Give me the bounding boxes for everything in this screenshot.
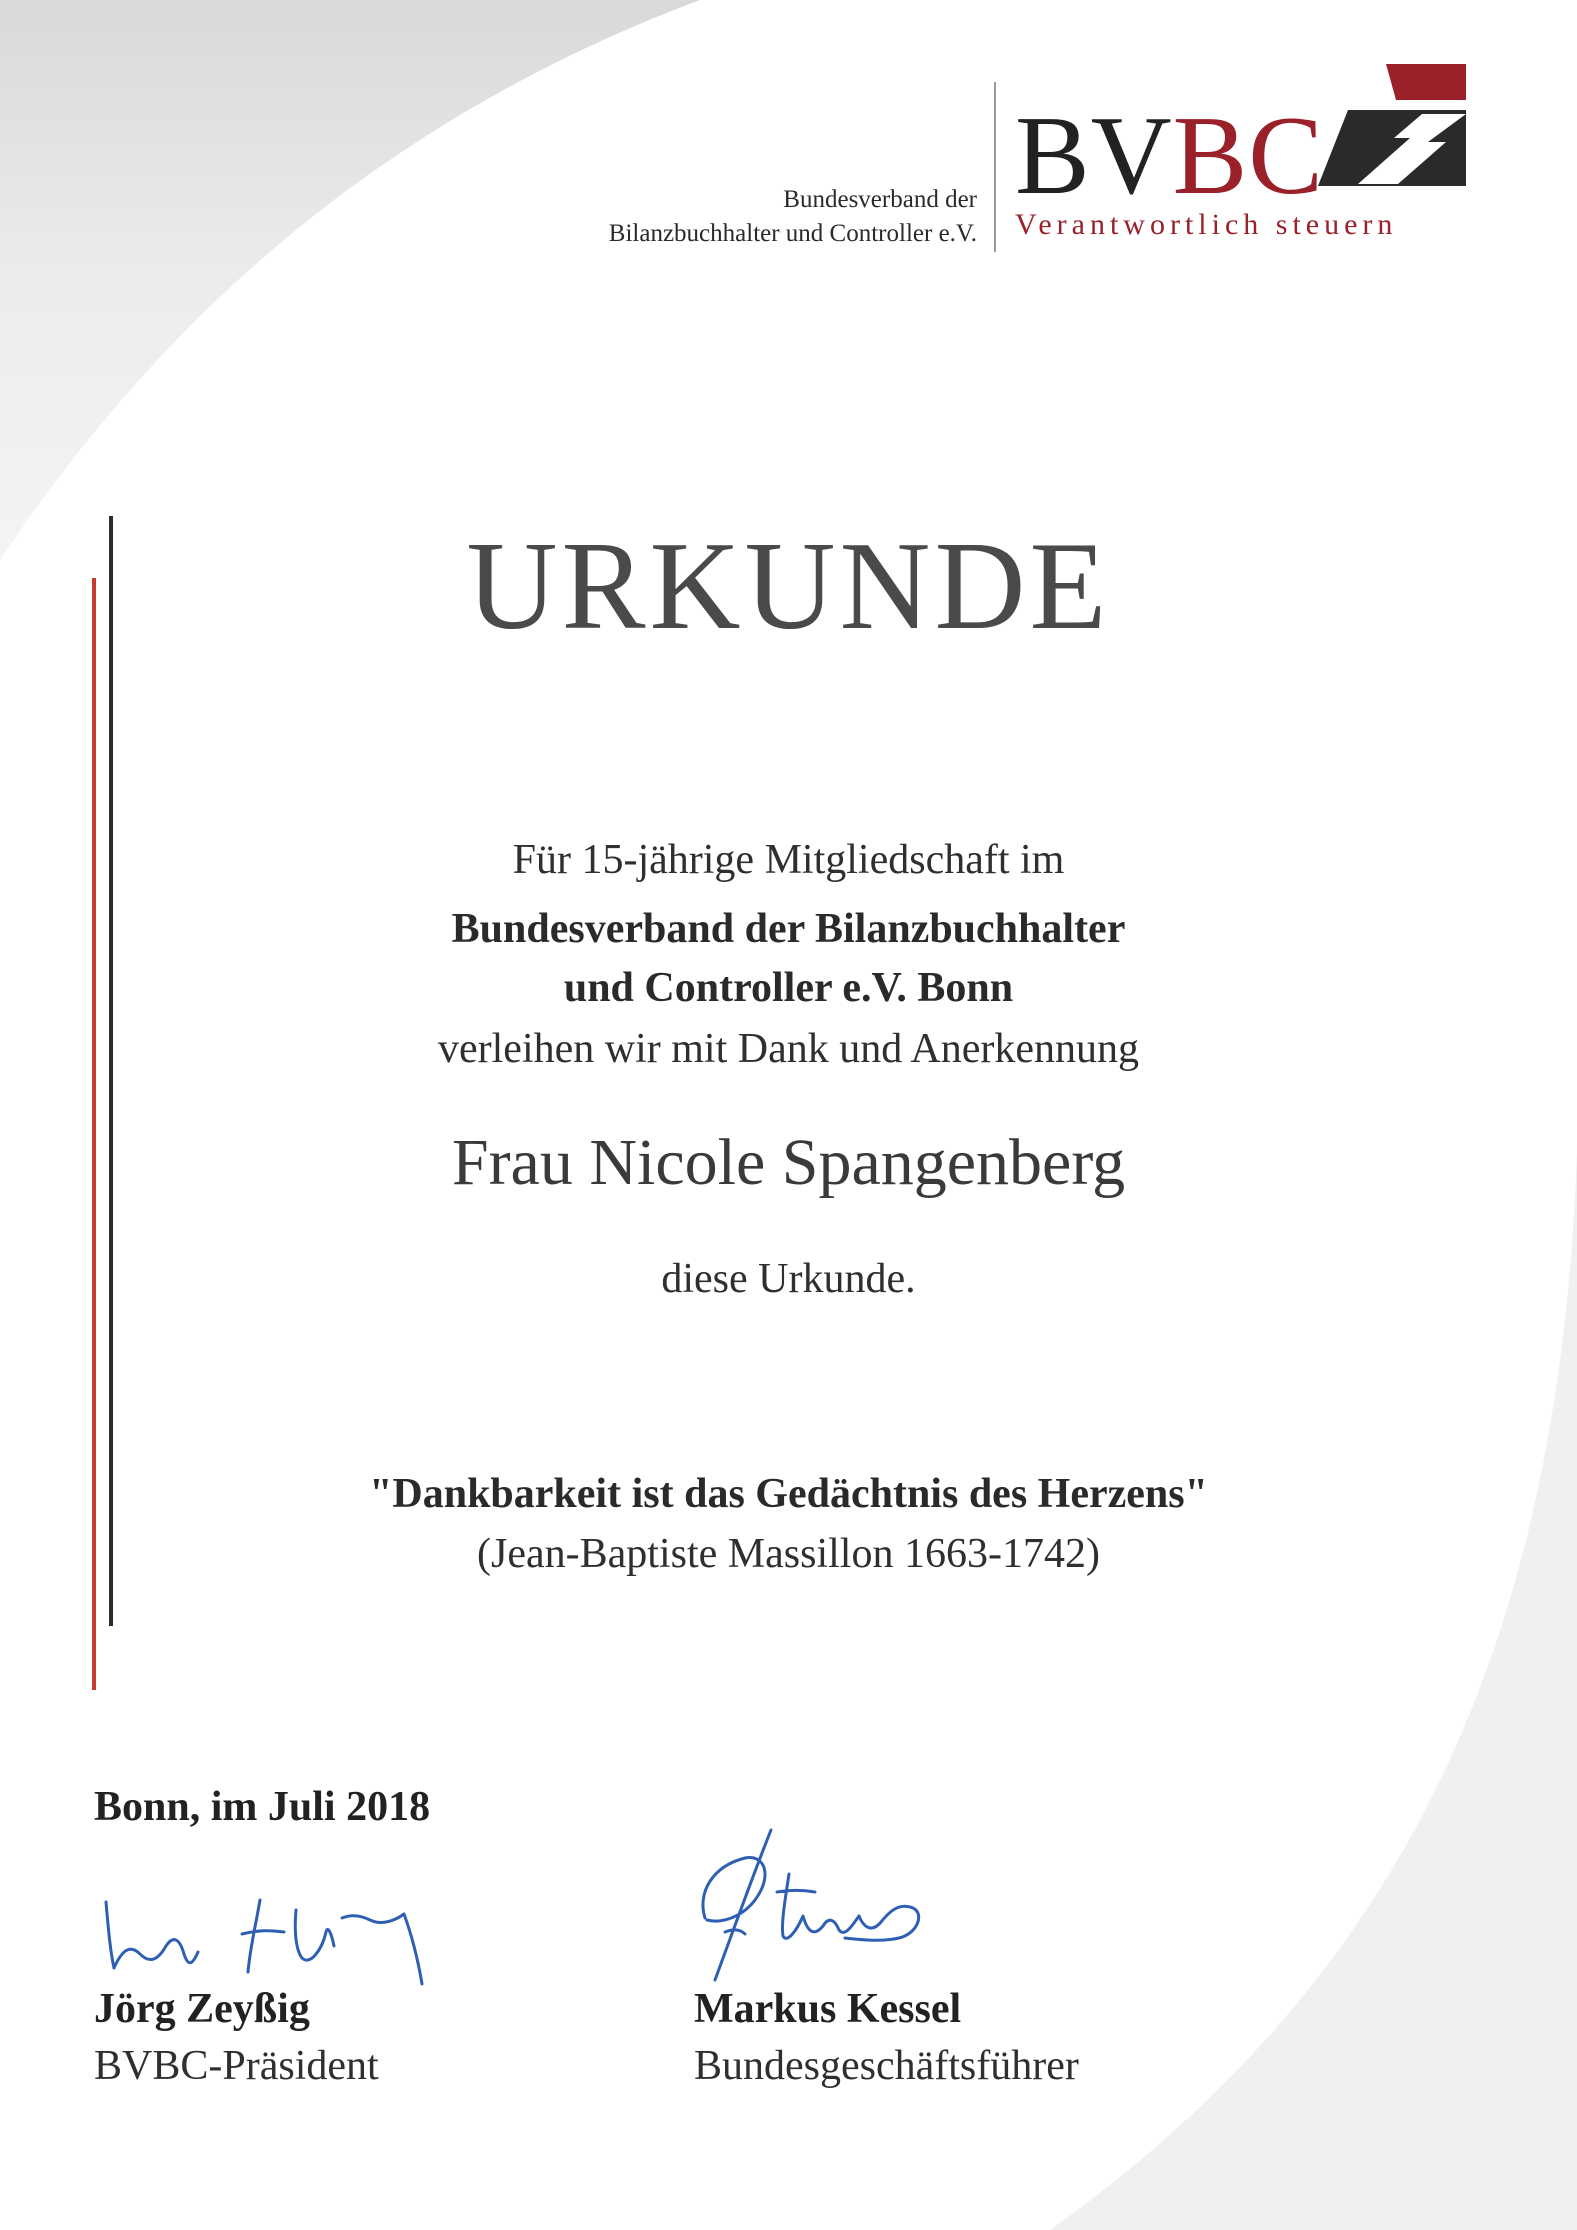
signature-kessel — [685, 1820, 945, 1990]
org-name-line2: Bilanzbuchhalter und Controller e.V. — [608, 220, 977, 247]
body-line-1: Für 15-jährige Mitgliedschaft im — [512, 837, 1065, 883]
body-line-4: verleihen wir mit Dank und Anerkennung — [438, 1026, 1139, 1072]
bvbc-flag-logo-icon — [1318, 62, 1468, 190]
header-divider — [994, 82, 996, 252]
recipient-name: Frau Nicole Spangenberg — [451, 1126, 1126, 1199]
org-name-line1: Bundesverband der — [783, 186, 977, 213]
body-line-2: Bundesverband der Bilanzbuchhalter — [451, 906, 1126, 952]
signer-2-name: Markus Kessel — [694, 1986, 962, 2032]
bvbc-logo — [1013, 62, 1473, 252]
logo-wordmark — [1015, 94, 1324, 218]
quote-text: "Dankbarkeit ist das Gedächtnis des Herzens" — [369, 1471, 1208, 1517]
logo-wordmark-bv: BV — [1015, 94, 1173, 218]
signer-2-role: Bundesgeschäftsführer — [694, 2043, 1079, 2089]
body-line-5: diese Urkunde. — [661, 1256, 916, 1302]
signer-1-name: Jörg Zeyßig — [94, 1986, 310, 2032]
signature-zeyssig — [100, 1880, 460, 1990]
signer-1-role: BVBC-Präsident — [94, 2043, 379, 2089]
certificate-title: URKUNDE — [466, 517, 1111, 656]
quote-author: (Jean-Baptiste Massillon 1663-1742) — [477, 1531, 1100, 1577]
issue-date: Bonn, im Juli 2018 — [94, 1784, 431, 1830]
logo-wordmark-bc: BC — [1172, 94, 1324, 218]
logo-tagline: Verantwortlich steuern — [1015, 208, 1398, 241]
org-name — [609, 183, 977, 251]
body-line-3: und Controller e.V. Bonn — [563, 965, 1014, 1011]
